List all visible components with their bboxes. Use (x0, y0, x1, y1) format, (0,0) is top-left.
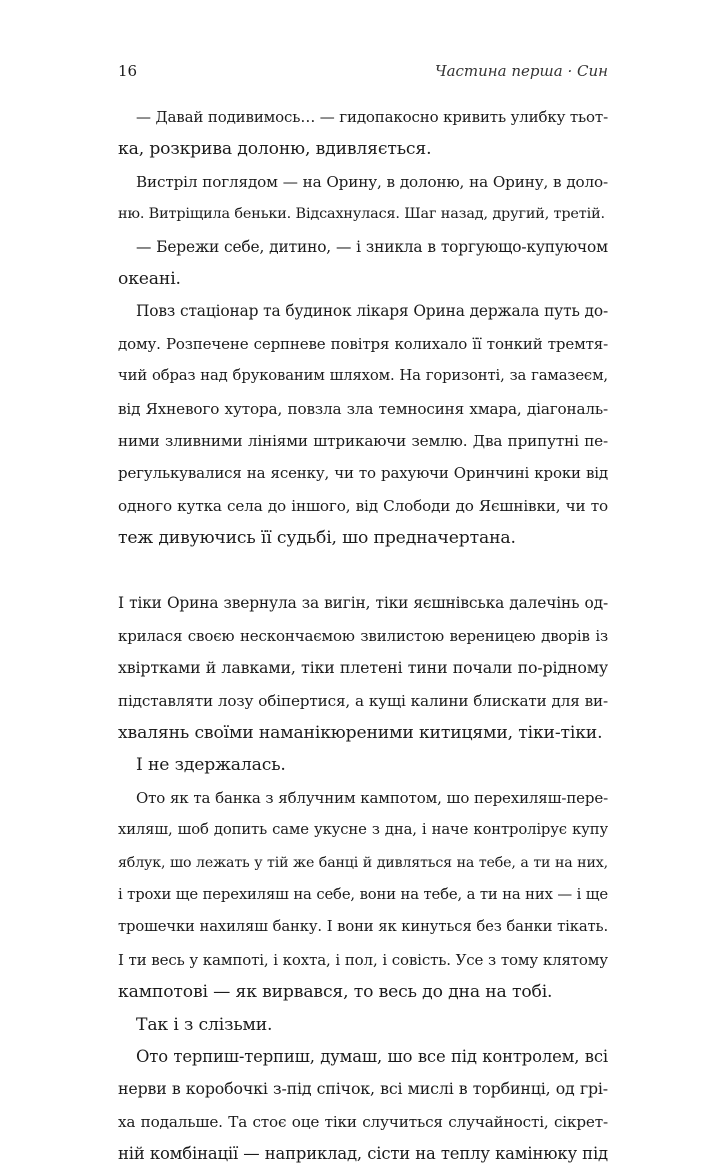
text-line: теж дивуючись її судьбі, шо предначертана. (118, 528, 516, 549)
text-line: кампотові — як вирвався, то весь до дна на тобі. (118, 982, 553, 1003)
text-line: хвалянь своїми наманікюреними китицями, тіки-тіки. (118, 723, 603, 744)
text-line: ка, розкрива долоню, вдивляється. (118, 139, 432, 160)
text-line: ха подальше. Та стоє оце тіки случиться случайності, сікрет- (118, 1112, 608, 1131)
text-line: ній комбінації — наприклад, сісти на теплу камінюку під (118, 1144, 608, 1164)
text-line: від Яхневого хутора, повзла зла темносиня хмара, діагональ- (118, 399, 608, 418)
text-line: океані. (118, 268, 181, 289)
text-line: І тіки Орина звернула за вигін, тіки яєшнівська далечінь од- (118, 594, 608, 613)
text-line: яблук, шо лежать у тій же банці й дивляться на тебе, а ти на них, (118, 854, 608, 871)
text-line: — Давай подивимось… — гидопакосно кривить улибку тьот- (136, 108, 608, 126)
text-line: Ото як та банка з яблучним кампотом, шо перехиляш-пере- (136, 788, 608, 807)
text-line: чий образ над брукованим шляхом. На горизонті, за гамазеєм, (118, 367, 608, 385)
text-line: Вистріл поглядом — на Орину, в долоню, на Орину, в доло- (136, 172, 608, 191)
text-line: ними зливними лініями штрикаючи землю. Два припутні пе- (118, 431, 608, 450)
text-line: і трохи ще перехиляш на себе, вони на тебе, а ти на них — і ще (118, 885, 608, 903)
text-line: підставляти лозу обіпертися, а кущі калини блискати для ви- (118, 691, 608, 710)
running-title: Частина перша · Син (434, 62, 608, 80)
text-line: дому. Розпечене серпневе повітря колихало її тонкий тремтя- (118, 334, 608, 353)
text-line: нерви в коробочкі з-під спічок, всі мислі в торбинці, од грі- (118, 1079, 608, 1099)
page-number: 16 (118, 62, 138, 80)
text-line: хиляш, шоб допить саме укусне з дна, і наче контролірує купу (118, 821, 608, 839)
text-line: І ти весь у кампоті, і кохта, і пол, і совість. Усе з тому клятому (118, 950, 608, 969)
text-line: одного кутка села до іншого, від Слободи до Яєшнівки, чи то (118, 496, 608, 515)
running-head (118, 60, 608, 82)
text-line: крилася своєю нескончаємою звилистою вереницею дворів із (118, 626, 608, 645)
text-line: Ото терпиш-терпиш, думаш, шо все під контролем, всі (136, 1046, 608, 1066)
text-line: Повз стаціонар та будинок лікаря Орина держала путь до- (136, 302, 608, 321)
body-text (118, 101, 608, 1171)
text-line: хвіртками й лавками, тіки плетені тини почали по-рідному (118, 658, 608, 678)
text-line: — Бережи себе, дитино, — і зникла в торгующо-купуючом (136, 237, 608, 256)
text-line: трошечки нахиляш банку. І вони як кинуться без банки тікать. (118, 918, 608, 936)
text-line: регулькувалися на ясенку, чи то рахуючи Оринчині кроки від (118, 464, 608, 483)
text-line: Так і з слізьми. (136, 1014, 273, 1035)
text-line: ню. Витріщила беньки. Відсахнулася. Шаг назад, другий, третій. (118, 206, 605, 223)
text-line: І не здержалась. (136, 755, 286, 776)
